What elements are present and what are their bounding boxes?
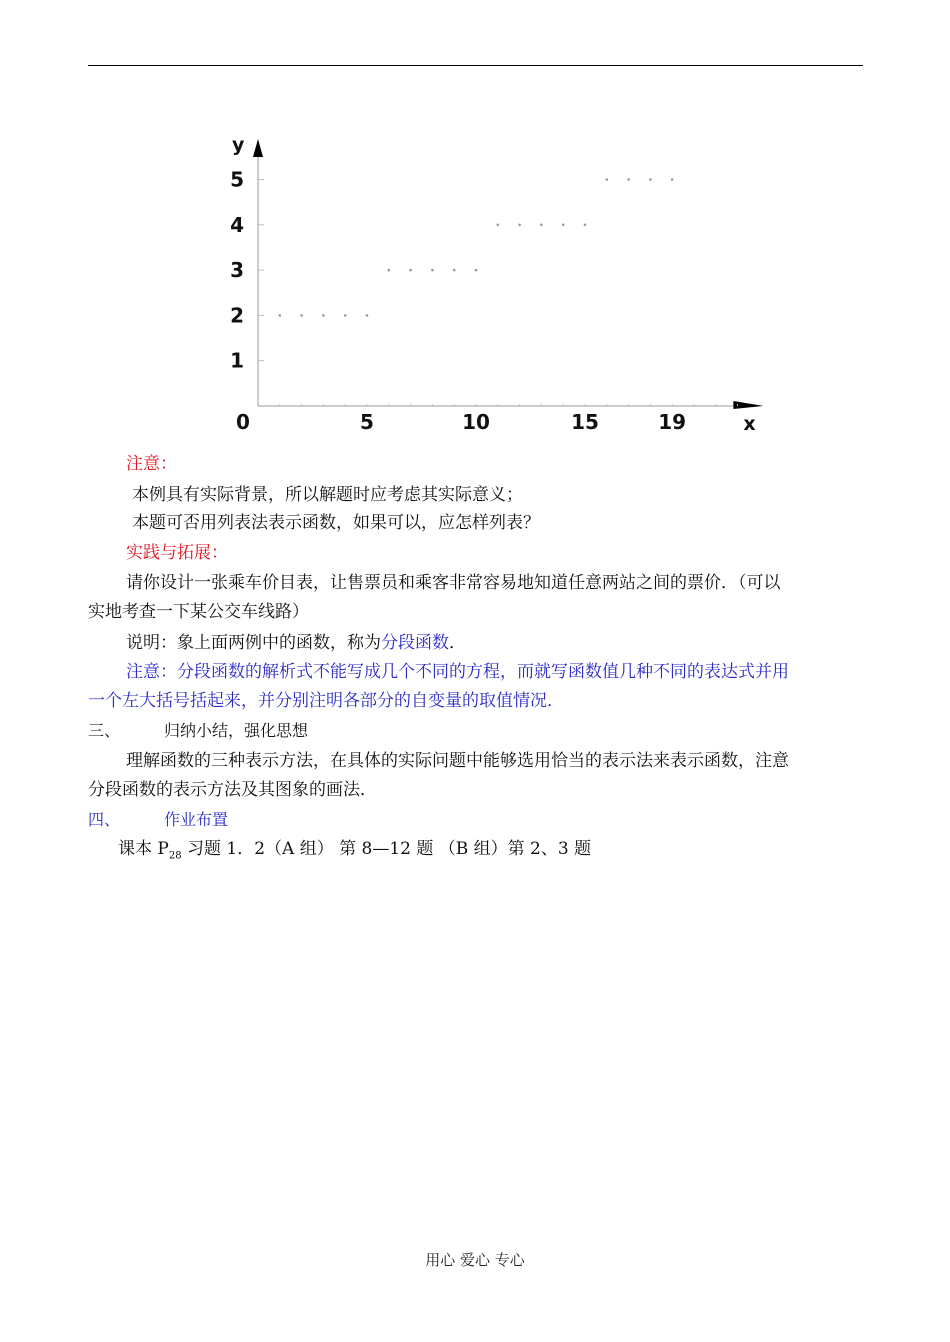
- data-point: [366, 314, 369, 317]
- y-tick-label: 3: [230, 258, 244, 283]
- note2-line-2: 一个左大括号括起来，并分别注明各部分的自变量的取值情况．: [88, 691, 564, 711]
- y-tick-label: 5: [230, 167, 244, 192]
- data-point: [453, 269, 456, 272]
- data-point: [322, 314, 325, 317]
- section3-number: 三、: [88, 721, 121, 740]
- x-tick-label: 5: [360, 410, 374, 434]
- x-axis-label: x: [743, 413, 756, 435]
- homework-prefix: 课本 P: [118, 839, 169, 859]
- section4-number: 四、: [88, 810, 121, 829]
- data-point: [279, 314, 282, 317]
- data-point: [431, 269, 434, 272]
- axes: [232, 134, 763, 435]
- practice-paragraph-line-2: 实地考查一下某公交车线路）: [88, 602, 309, 622]
- x-tick-label: 15: [571, 410, 599, 434]
- data-points: [279, 178, 674, 317]
- data-point: [388, 269, 391, 272]
- homework-page-subscript: 28: [168, 850, 182, 862]
- homework-rest: 习题 1．2（A 组） 第 8—12 题 （B 组）第 2、3 题: [181, 839, 592, 859]
- data-point: [409, 269, 412, 272]
- header-rule: [88, 65, 863, 66]
- section4-title: 作业布置: [164, 810, 229, 829]
- data-point: [606, 178, 609, 181]
- note2-line-1: 注意：分段函数的解析式不能写成几个不同的方程，而就写函数值几种不同的表达式并用: [126, 662, 789, 682]
- section3-heading: [88, 720, 863, 742]
- practice-paragraph-line-1: 请你设计一张乘车价目表，让售票员和乘客非常容易地知道任意两站之间的票价．（可以: [126, 573, 781, 593]
- origin-label: 0: [236, 410, 250, 434]
- data-point: [540, 224, 543, 227]
- summary-line-1: 理解函数的三种表示方法，在具体的实际问题中能够选用恰当的表示法来表示函数，注意: [126, 751, 789, 771]
- data-point: [344, 314, 347, 317]
- note-line-1: 本例具有实际背景，所以解题时应考虑其实际意义；: [132, 485, 523, 505]
- note-line-2: 本题可否用列表法表示函数，如果可以，应怎样列表？: [132, 513, 540, 533]
- y-axis-label: y: [232, 134, 245, 156]
- ticks: [230, 168, 738, 435]
- data-point: [497, 224, 500, 227]
- data-point: [584, 224, 587, 227]
- x-tick-label: 19: [658, 410, 687, 434]
- data-point: [475, 269, 478, 272]
- section3-title: 归纳小结，强化思想: [164, 721, 309, 740]
- explanation-prefix: 说明：象上面两例中的函数，称为: [126, 633, 381, 653]
- y-tick-label: 4: [230, 212, 244, 237]
- data-point: [518, 224, 521, 227]
- explanation-line: [88, 632, 901, 654]
- explanation-suffix: ．: [449, 633, 466, 653]
- note-title: 注意：: [126, 454, 177, 474]
- data-point: [627, 178, 630, 181]
- summary-line-2: 分段函数的表示方法及其图象的画法．: [88, 780, 377, 800]
- page-footer: 用心 爱心 专心: [425, 1251, 525, 1269]
- data-point: [562, 224, 565, 227]
- step-function-graph: [220, 125, 780, 445]
- data-point: [671, 178, 674, 181]
- practice-title: 实践与拓展：: [126, 543, 228, 563]
- y-tick-label: 2: [230, 303, 244, 328]
- y-tick-label: 1: [230, 348, 244, 373]
- data-point: [649, 178, 652, 181]
- y-axis-arrow: [253, 139, 263, 157]
- data-point: [300, 314, 303, 317]
- x-tick-label: 10: [462, 410, 490, 434]
- section4-heading: [88, 809, 863, 831]
- piecewise-term: 分段函数: [381, 633, 449, 653]
- homework-line: [88, 838, 893, 867]
